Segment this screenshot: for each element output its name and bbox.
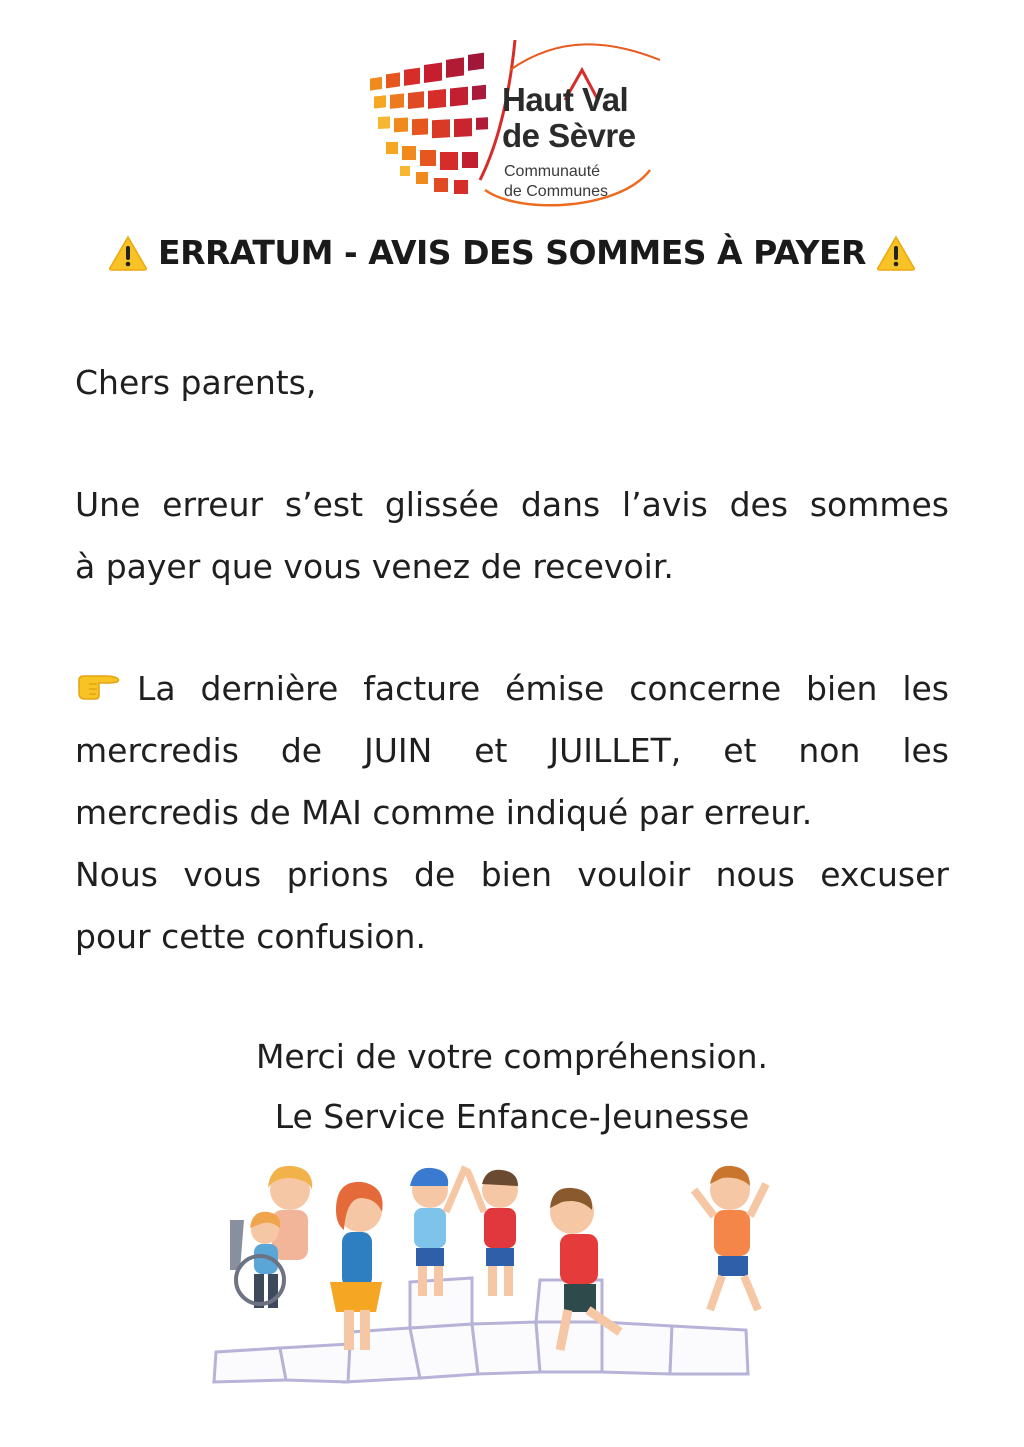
title-row: [0, 233, 1024, 272]
logo-line-4: de Communes: [504, 183, 609, 200]
logo-line-3: Communauté: [504, 163, 601, 180]
pointing-hand-icon: [75, 668, 121, 702]
greeting: Chers parents,: [75, 363, 317, 402]
paragraph-line: Une erreur s’est glissée dans l’avis des sommes: [75, 485, 949, 524]
paragraph-correction: [75, 658, 949, 968]
logo-line-1: Haut Val: [502, 81, 629, 118]
paragraph-line: mercredis de MAI comme indiqué par erreur.: [75, 793, 813, 832]
paragraph-line: mercredis de JUIN et JUILLET, et non les: [75, 731, 949, 770]
warning-icon: [108, 235, 148, 271]
children-playing-illustration: [210, 1150, 770, 1400]
paragraph-error-notice: [75, 474, 949, 598]
paragraph-line: à payer que vous venez de recevoir.: [75, 547, 674, 586]
paragraph-line-text: La dernière facture émise concerne bien les: [137, 669, 949, 708]
paragraph-line-first: [75, 658, 949, 720]
page-title: ERRATUM - AVIS DES SOMMES À PAYER: [158, 233, 866, 272]
logo: [360, 30, 670, 215]
closing-signature: Le Service Enfance-Jeunesse: [274, 1097, 750, 1136]
logo-line-2: de Sèvre: [502, 117, 636, 154]
closing-thanks: Merci de votre compréhension.: [255, 1037, 769, 1076]
paragraph-line: Nous vous prions de bien vouloir nous excuser: [75, 855, 949, 894]
paragraph-line: pour cette confusion.: [75, 917, 426, 956]
warning-icon: [876, 235, 916, 271]
